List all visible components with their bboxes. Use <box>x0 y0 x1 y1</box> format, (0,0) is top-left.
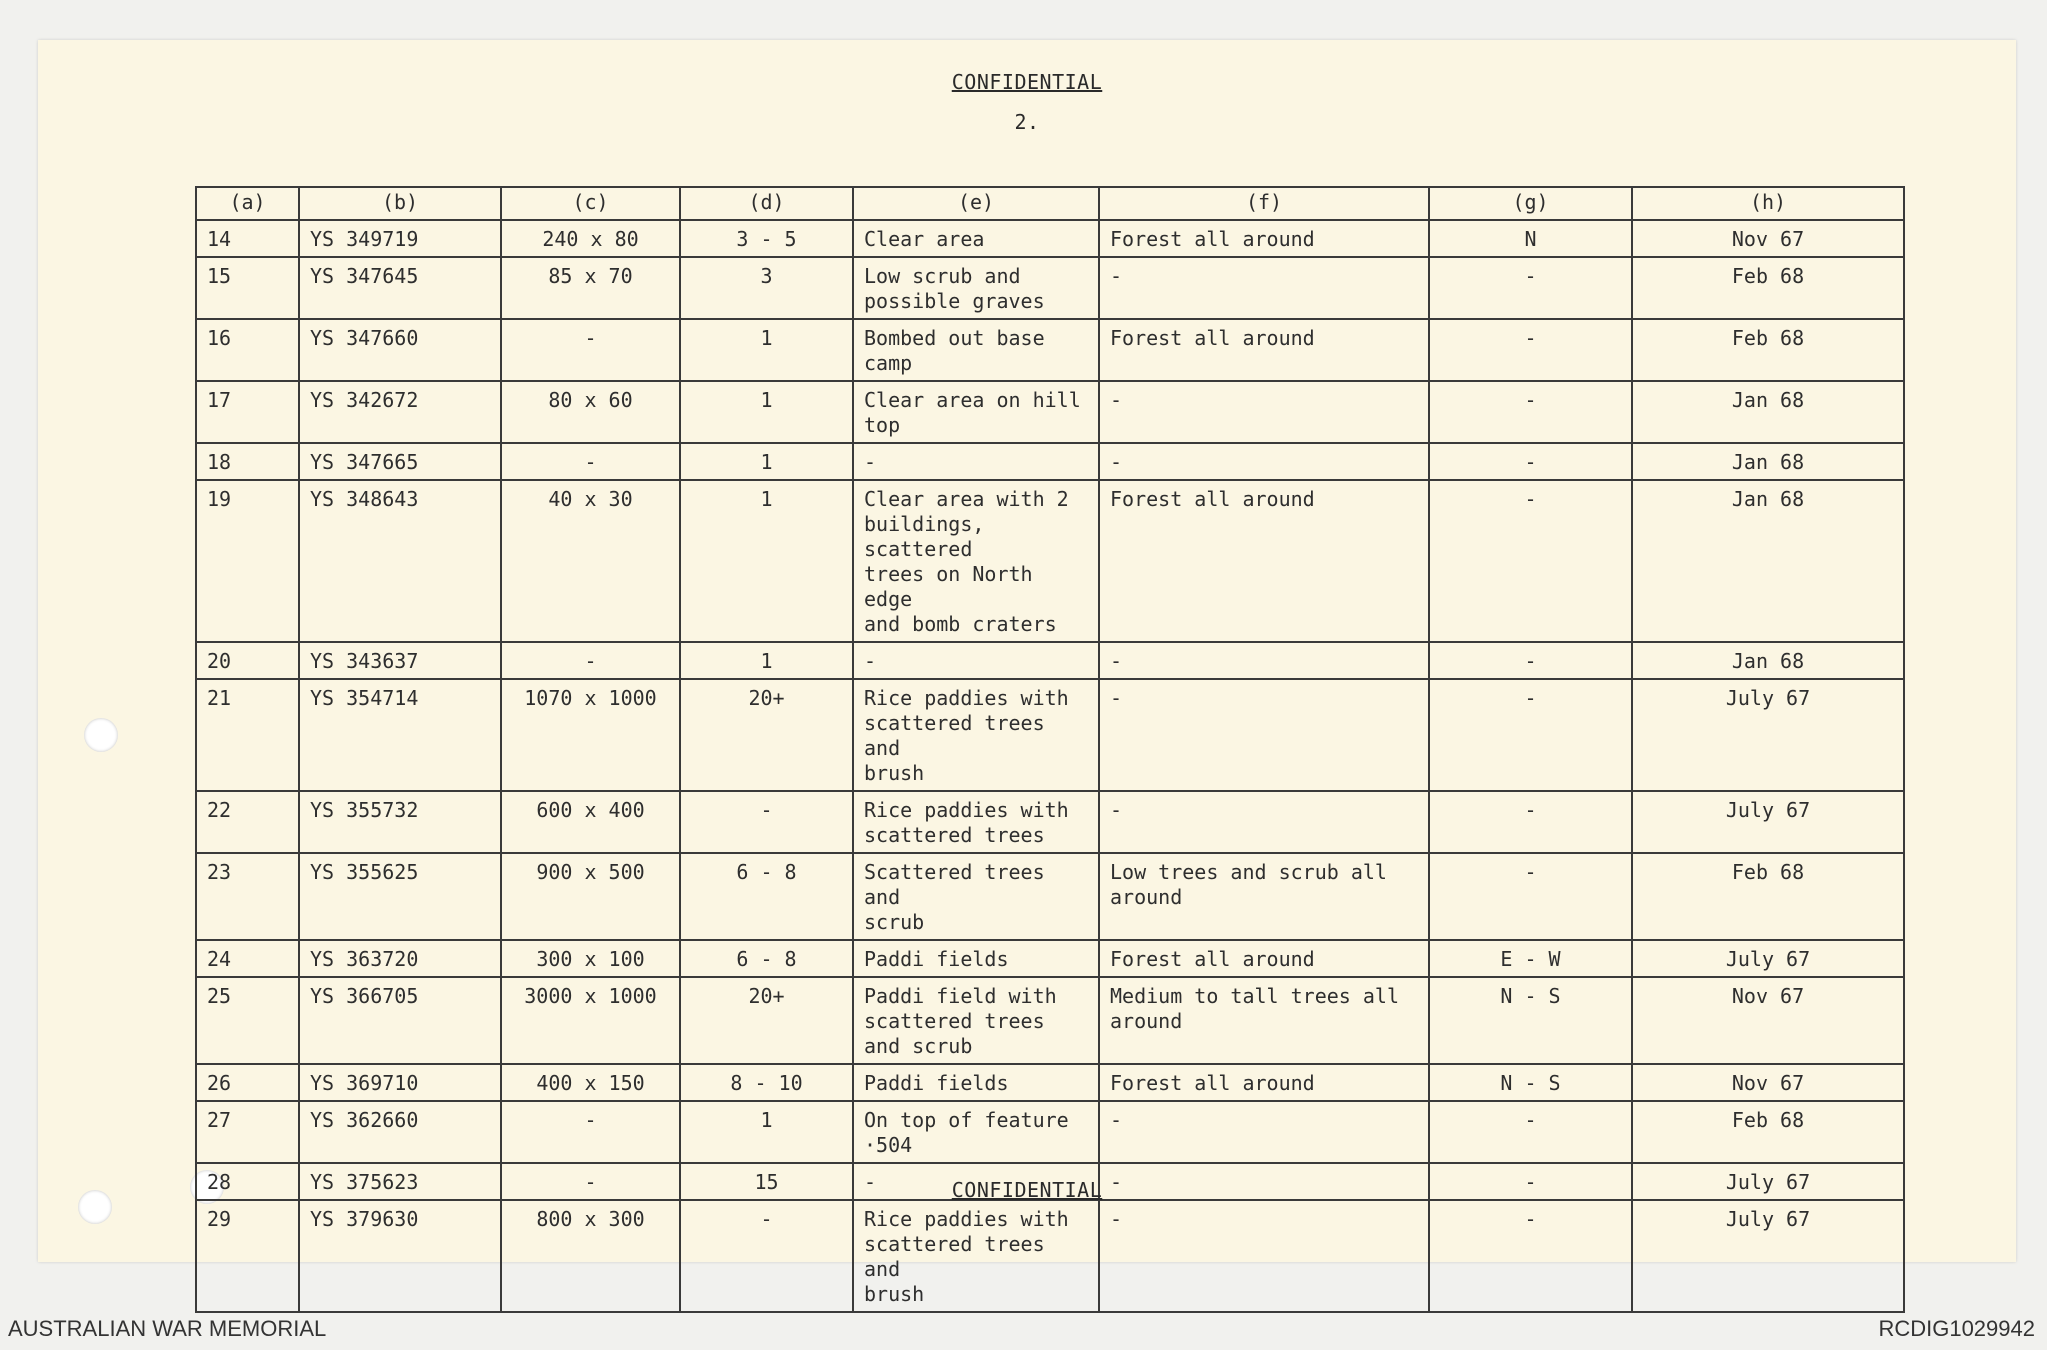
cell-a: 21 <box>196 679 299 791</box>
cell-e: Low scrub and possible graves <box>853 257 1099 319</box>
table-row <box>196 1200 1904 1312</box>
cell-f: - <box>1099 1101 1429 1163</box>
cell-c: 300 x 100 <box>501 940 680 977</box>
cell-c: 1070 x 1000 <box>501 679 680 791</box>
page-number: 2. <box>1014 110 1040 134</box>
table-row <box>196 791 1904 853</box>
cell-e: Bombed out base camp <box>853 319 1099 381</box>
archive-identifier: RCDIG1029942 <box>1878 1316 2035 1341</box>
cell-b: YS 379630 <box>299 1200 501 1312</box>
cell-d: 6 - 8 <box>680 853 853 940</box>
cell-g: - <box>1429 679 1632 791</box>
cell-g: - <box>1429 642 1632 679</box>
cell-d: - <box>680 791 853 853</box>
table-row <box>196 480 1904 642</box>
cell-f: - <box>1099 1200 1429 1312</box>
cell-h: Nov 67 <box>1632 1064 1904 1101</box>
cell-b: YS 362660 <box>299 1101 501 1163</box>
cell-d: 20+ <box>680 977 853 1064</box>
cell-f: Forest all around <box>1099 1064 1429 1101</box>
cell-a: 26 <box>196 1064 299 1101</box>
column-header-a: (a) <box>196 187 299 220</box>
column-header-e: (e) <box>853 187 1099 220</box>
cell-d: 20+ <box>680 679 853 791</box>
cell-e: On top of feature ·504 <box>853 1101 1099 1163</box>
cell-e: Rice paddies with scattered trees and brush <box>853 679 1099 791</box>
column-header-b: (b) <box>299 187 501 220</box>
cell-g: - <box>1429 443 1632 480</box>
cell-b: YS 342672 <box>299 381 501 443</box>
cell-a: 20 <box>196 642 299 679</box>
classification-bottom: CONFIDENTIAL <box>951 1178 1103 1202</box>
cell-f: - <box>1099 1163 1429 1200</box>
cell-g: - <box>1429 319 1632 381</box>
cell-h: Jan 68 <box>1632 480 1904 642</box>
cell-h: July 67 <box>1632 1163 1904 1200</box>
archive-institution: AUSTRALIAN WAR MEMORIAL <box>8 1316 327 1341</box>
data-table <box>195 186 1905 1313</box>
cell-e: Rice paddies with scattered trees <box>853 791 1099 853</box>
cell-b: YS 366705 <box>299 977 501 1064</box>
cell-a: 24 <box>196 940 299 977</box>
cell-b: YS 369710 <box>299 1064 501 1101</box>
cell-g: - <box>1429 1163 1632 1200</box>
cell-g: - <box>1429 853 1632 940</box>
classification-bottom-wrap <box>38 1178 2016 1202</box>
table-row <box>196 319 1904 381</box>
cell-h: Feb 68 <box>1632 853 1904 940</box>
cell-f: Forest all around <box>1099 940 1429 977</box>
cell-h: Jan 68 <box>1632 642 1904 679</box>
cell-a: 22 <box>196 791 299 853</box>
cell-f: Forest all around <box>1099 480 1429 642</box>
cell-e: Paddi field with scattered trees and scrub <box>853 977 1099 1064</box>
cell-h: July 67 <box>1632 679 1904 791</box>
cell-f: Low trees and scrub all around <box>1099 853 1429 940</box>
cell-b: YS 355625 <box>299 853 501 940</box>
cell-c: - <box>501 642 680 679</box>
cell-c: 900 x 500 <box>501 853 680 940</box>
cell-d: 1 <box>680 443 853 480</box>
cell-h: Nov 67 <box>1632 220 1904 257</box>
cell-g: - <box>1429 480 1632 642</box>
cell-g: - <box>1429 381 1632 443</box>
cell-g: E - W <box>1429 940 1632 977</box>
cell-f: - <box>1099 791 1429 853</box>
table-row <box>196 1064 1904 1101</box>
cell-c: 85 x 70 <box>501 257 680 319</box>
cell-b: YS 375623 <box>299 1163 501 1200</box>
cell-f: Forest all around <box>1099 319 1429 381</box>
table-row <box>196 1101 1904 1163</box>
cell-f: - <box>1099 381 1429 443</box>
cell-d: 3 - 5 <box>680 220 853 257</box>
cell-d: 1 <box>680 381 853 443</box>
cell-e: - <box>853 1163 1099 1200</box>
cell-b: YS 343637 <box>299 642 501 679</box>
cell-h: July 67 <box>1632 940 1904 977</box>
cell-h: Feb 68 <box>1632 257 1904 319</box>
cell-a: 16 <box>196 319 299 381</box>
cell-a: 25 <box>196 977 299 1064</box>
cell-h: July 67 <box>1632 791 1904 853</box>
table-row <box>196 443 1904 480</box>
cell-c: 3000 x 1000 <box>501 977 680 1064</box>
cell-c: 600 x 400 <box>501 791 680 853</box>
cell-b: YS 349719 <box>299 220 501 257</box>
cell-c: 400 x 150 <box>501 1064 680 1101</box>
cell-a: 18 <box>196 443 299 480</box>
punch-hole <box>84 718 118 752</box>
cell-c: - <box>501 443 680 480</box>
cell-g: N - S <box>1429 1064 1632 1101</box>
cell-f: - <box>1099 679 1429 791</box>
cell-c: 800 x 300 <box>501 1200 680 1312</box>
cell-b: YS 363720 <box>299 940 501 977</box>
cell-h: Feb 68 <box>1632 1101 1904 1163</box>
classification-top-wrap <box>38 70 2016 94</box>
cell-a: 28 <box>196 1163 299 1200</box>
cell-g: N - S <box>1429 977 1632 1064</box>
cell-h: Jan 68 <box>1632 381 1904 443</box>
cell-c: 40 x 30 <box>501 480 680 642</box>
cell-e: - <box>853 443 1099 480</box>
table-row <box>196 679 1904 791</box>
cell-b: YS 347645 <box>299 257 501 319</box>
cell-d: 1 <box>680 480 853 642</box>
cell-b: YS 354714 <box>299 679 501 791</box>
classification-top: CONFIDENTIAL <box>951 70 1103 94</box>
cell-d: 15 <box>680 1163 853 1200</box>
header-row <box>196 187 1904 220</box>
cell-g: - <box>1429 257 1632 319</box>
cell-g: - <box>1429 791 1632 853</box>
column-header-f: (f) <box>1099 187 1429 220</box>
table-row <box>196 220 1904 257</box>
cell-f: Forest all around <box>1099 220 1429 257</box>
cell-b: YS 347660 <box>299 319 501 381</box>
cell-e: Rice paddies with scattered trees and brush <box>853 1200 1099 1312</box>
table-row <box>196 977 1904 1064</box>
cell-d: 6 - 8 <box>680 940 853 977</box>
column-header-g: (g) <box>1429 187 1632 220</box>
cell-h: July 67 <box>1632 1200 1904 1312</box>
cell-c: - <box>501 319 680 381</box>
cell-f: - <box>1099 443 1429 480</box>
table-row <box>196 940 1904 977</box>
cell-a: 14 <box>196 220 299 257</box>
cell-a: 15 <box>196 257 299 319</box>
cell-e: Clear area <box>853 220 1099 257</box>
cell-c: 240 x 80 <box>501 220 680 257</box>
cell-d: 1 <box>680 319 853 381</box>
cell-a: 27 <box>196 1101 299 1163</box>
table-row <box>196 853 1904 940</box>
cell-d: 8 - 10 <box>680 1064 853 1101</box>
cell-e: Clear area with 2 buildings, scattered trees on North edge and bomb craters <box>853 480 1099 642</box>
cell-h: Feb 68 <box>1632 319 1904 381</box>
cell-h: Jan 68 <box>1632 443 1904 480</box>
cell-d: 1 <box>680 1101 853 1163</box>
cell-e: Clear area on hill top <box>853 381 1099 443</box>
cell-e: - <box>853 642 1099 679</box>
cell-f: Medium to tall trees all around <box>1099 977 1429 1064</box>
cell-c: - <box>501 1101 680 1163</box>
cell-c: - <box>501 1163 680 1200</box>
column-header-c: (c) <box>501 187 680 220</box>
cell-a: 17 <box>196 381 299 443</box>
cell-e: Paddi fields <box>853 940 1099 977</box>
cell-g: N <box>1429 220 1632 257</box>
cell-a: 23 <box>196 853 299 940</box>
cell-f: - <box>1099 257 1429 319</box>
cell-d: 1 <box>680 642 853 679</box>
cell-h: Nov 67 <box>1632 977 1904 1064</box>
cell-e: Scattered trees and scrub <box>853 853 1099 940</box>
cell-g: - <box>1429 1101 1632 1163</box>
column-header-h: (h) <box>1632 187 1904 220</box>
table-row <box>196 257 1904 319</box>
table-body <box>196 220 1904 1312</box>
cell-f: - <box>1099 642 1429 679</box>
cell-b: YS 355732 <box>299 791 501 853</box>
table-row <box>196 381 1904 443</box>
cell-a: 29 <box>196 1200 299 1312</box>
cell-b: YS 348643 <box>299 480 501 642</box>
document-page <box>38 40 2016 1306</box>
cell-c: 80 x 60 <box>501 381 680 443</box>
cell-b: YS 347665 <box>299 443 501 480</box>
cell-d: 3 <box>680 257 853 319</box>
column-header-d: (d) <box>680 187 853 220</box>
cell-a: 19 <box>196 480 299 642</box>
cell-d: - <box>680 1200 853 1312</box>
cell-g: - <box>1429 1200 1632 1312</box>
table-row <box>196 642 1904 679</box>
cell-e: Paddi fields <box>853 1064 1099 1101</box>
